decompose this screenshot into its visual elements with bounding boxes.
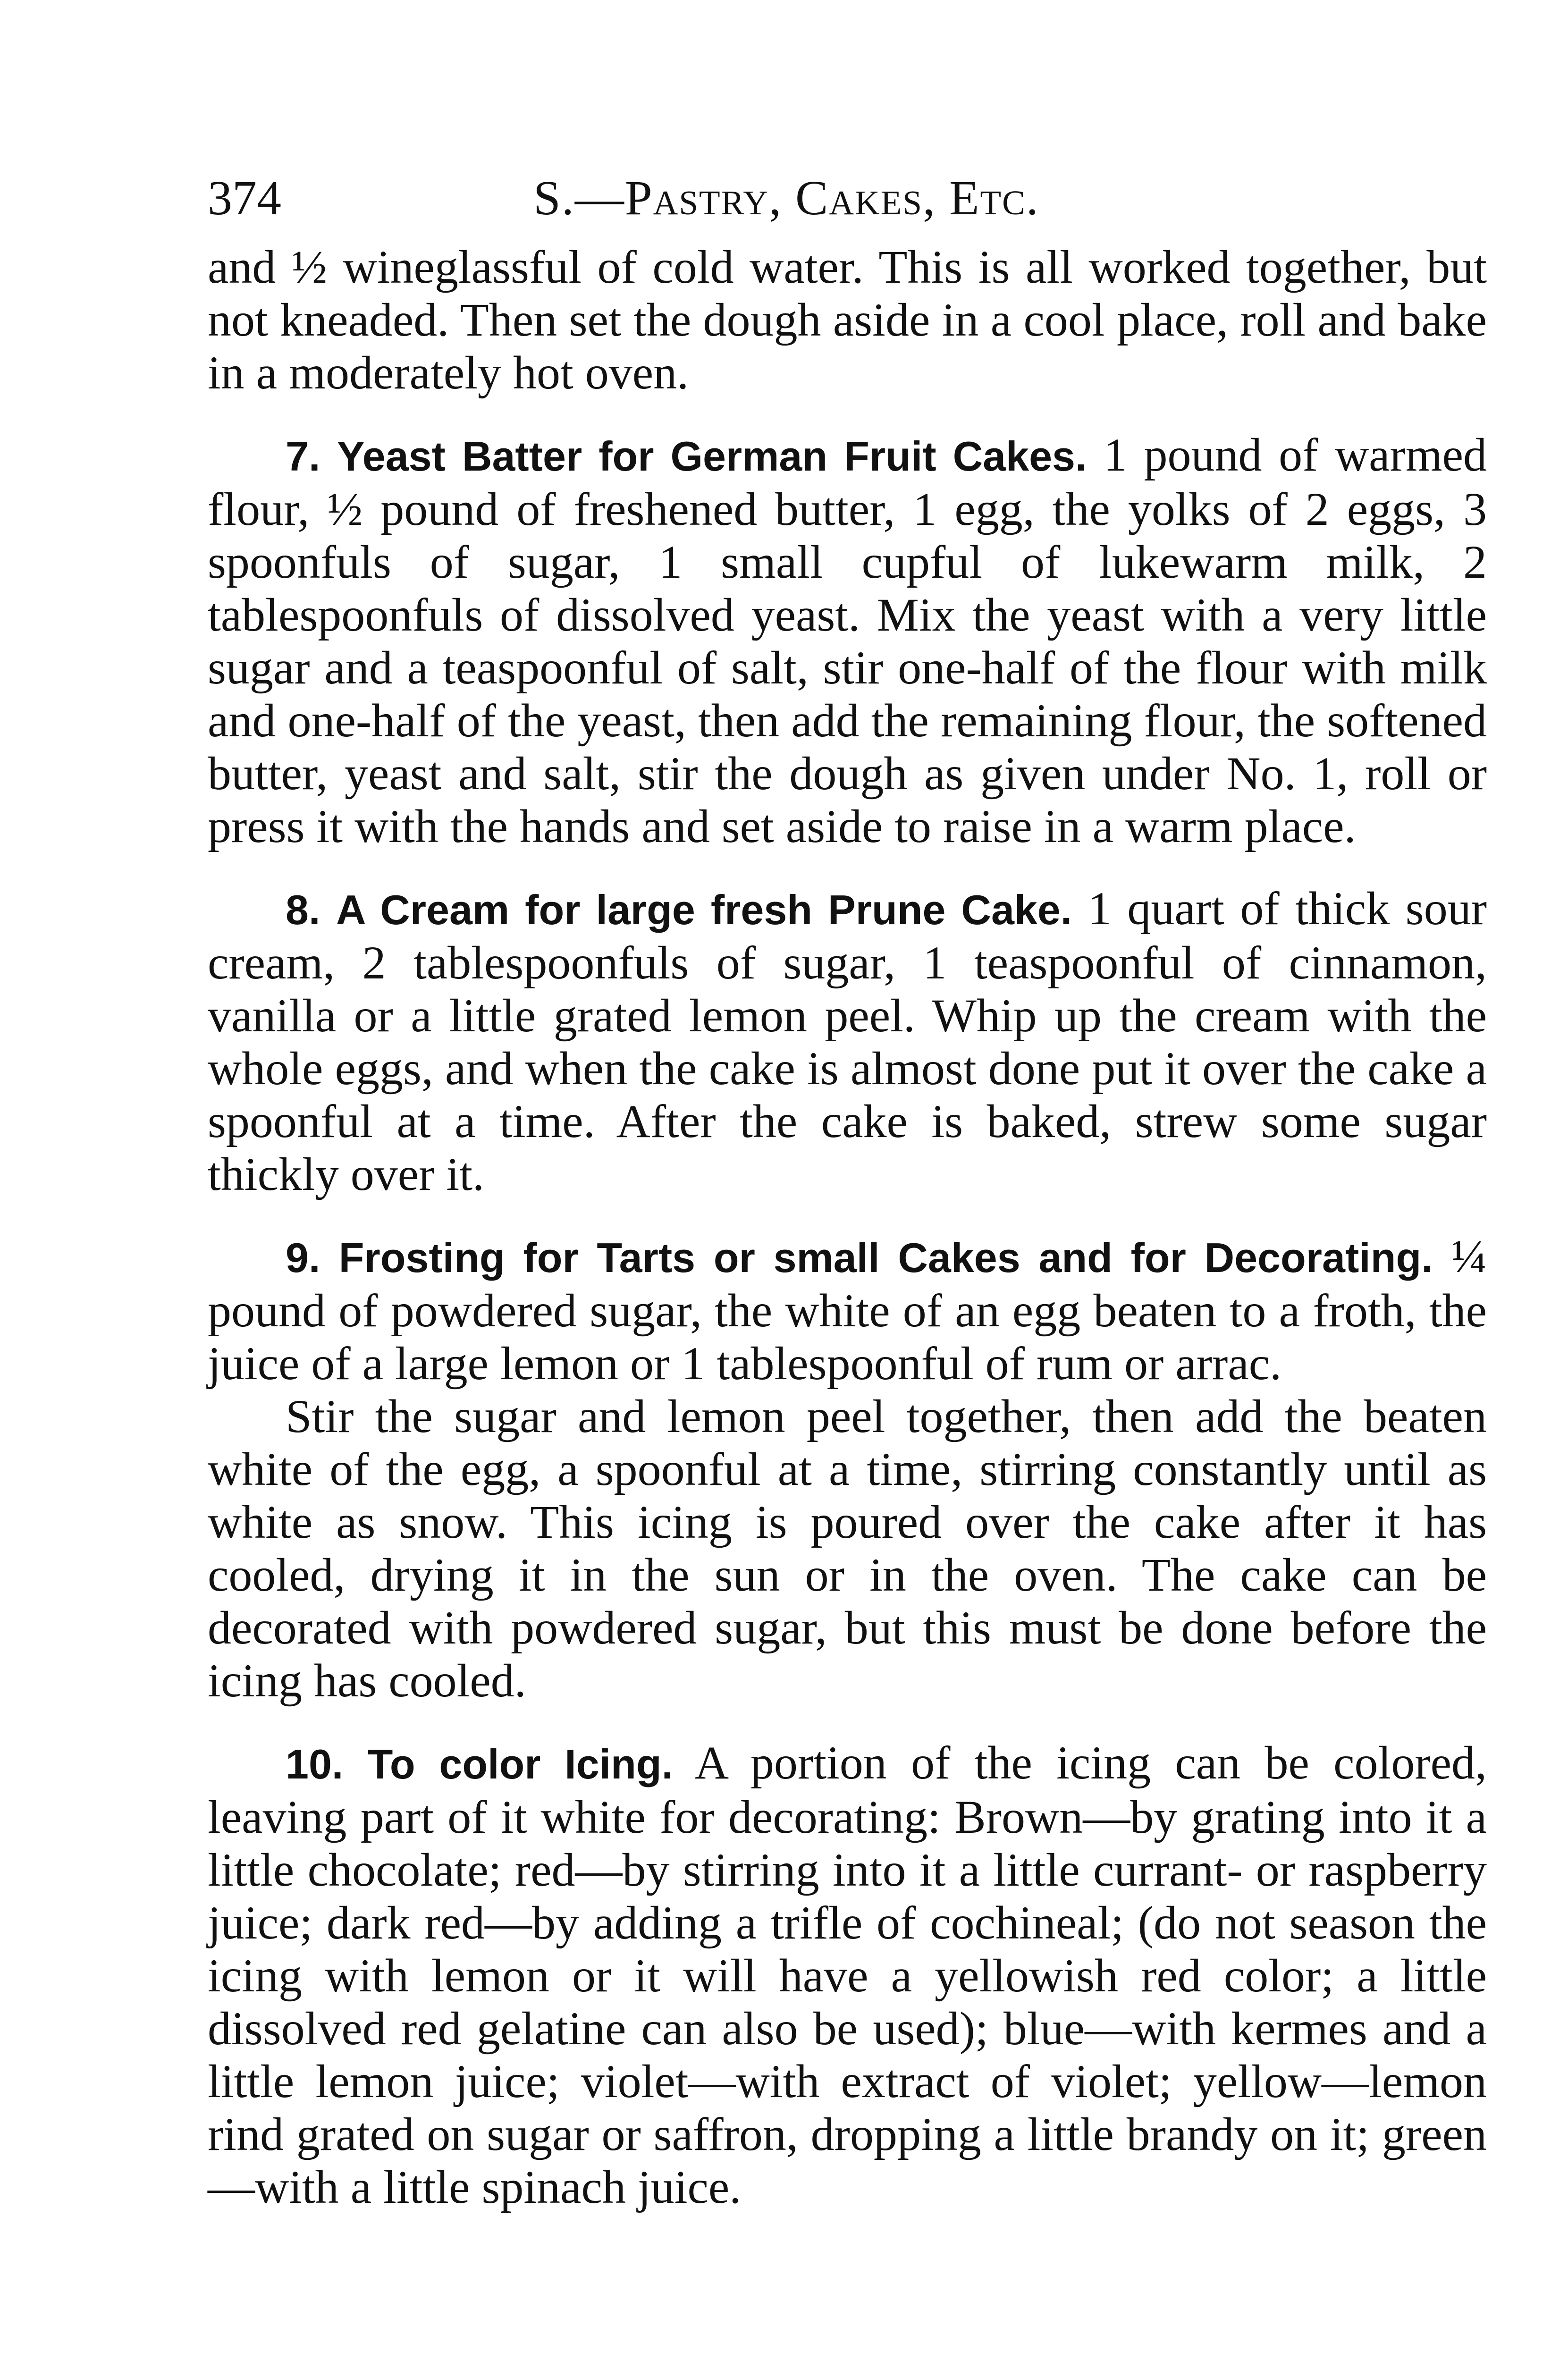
recipe-title: Yeast Batter for German Fruit Cakes.: [337, 433, 1087, 480]
recipe-9-instructions: Stir the sugar and lemon peel together, then add the beaten white of the egg, a spoonful at a time, stirring constantly until as white as snow. This icing is poured over the cake after it has cooled, drying it in the sun or in the oven. The cake can be decorated with powdered sugar, but this must be done before the icing has cooled.: [208, 1390, 1487, 1707]
recipe-title: Frosting for Tarts or small Cakes and for Decorating.: [338, 1234, 1433, 1281]
running-head: S.—Pastry, Cakes, Etc.: [533, 171, 1039, 225]
recipe-title: To color Icing.: [367, 1741, 674, 1787]
page-number: 374: [208, 171, 281, 225]
recipe-number: 10.: [286, 1741, 344, 1787]
recipe-body: 1 quart of thick sour cream, 2 tablespoonfuls of sugar, 1 teaspoonful of cinnamon, vanilla or a little grated lemon peel. Whip up the cream with the whole eggs, and when the cake is almost done put it over the cake a spoonful at a time. After the cake is baked, strew some sugar thickly over it.: [208, 882, 1487, 1200]
page-header: [208, 163, 1492, 234]
continuation-paragraph: and ½ wineglassful of cold water. This is all worked together, but not kneaded. Then set the dough aside in a cool place, roll and bake in a moderately hot oven.: [208, 241, 1487, 399]
recipe-body: A portion of the icing can be colored, leaving part of it white for decorating: Brown—by grating into it a little chocolate; red—by stirring into it a little currant- or raspberry juice; dark red—by adding a trifle of cochineal; (do not season the icing with lemon or it will have a yellowish red color; a little dissolved red gelatine can also be used); blue—with kermes and a little lemon juice; violet—with extract of violet; yellow—lemon rind grated on sugar or saffron, dropping a little brandy on it; green—with a little spinach juice.: [208, 1736, 1487, 2213]
recipe-7: [208, 429, 1487, 853]
recipe-number: 9.: [286, 1234, 320, 1281]
recipe-body: ¼ pound of powdered sugar, the white of an egg beaten to a froth, the juice of a large lemon or 1 tablespoonful of rum or arrac.: [208, 1230, 1487, 1390]
recipe-10: [208, 1736, 1487, 2214]
recipe-title: A Cream for large fresh Prune Cake.: [336, 886, 1072, 933]
recipe-9: [208, 1230, 1487, 1390]
recipe-number: 7.: [286, 433, 320, 480]
recipe-number: 8.: [286, 886, 320, 933]
page-content: [208, 241, 1487, 2214]
recipe-8: [208, 882, 1487, 1201]
recipe-body: 1 pound of warmed flour, ½ pound of freshened butter, 1 egg, the yolks of 2 eggs, 3 spoonfuls of sugar, 1 small cupful of lukewarm milk, 2 tablespoonfuls of dissolved yeast. Mix the yeast with a very little sugar and a teaspoonful of salt, stir one-half of the flour with milk and one-half of the yeast, then add the remaining flour, the softened butter, yeast and salt, stir the dough as given under No. 1, roll or press it with the hands and set aside to raise in a warm place.: [208, 429, 1487, 852]
